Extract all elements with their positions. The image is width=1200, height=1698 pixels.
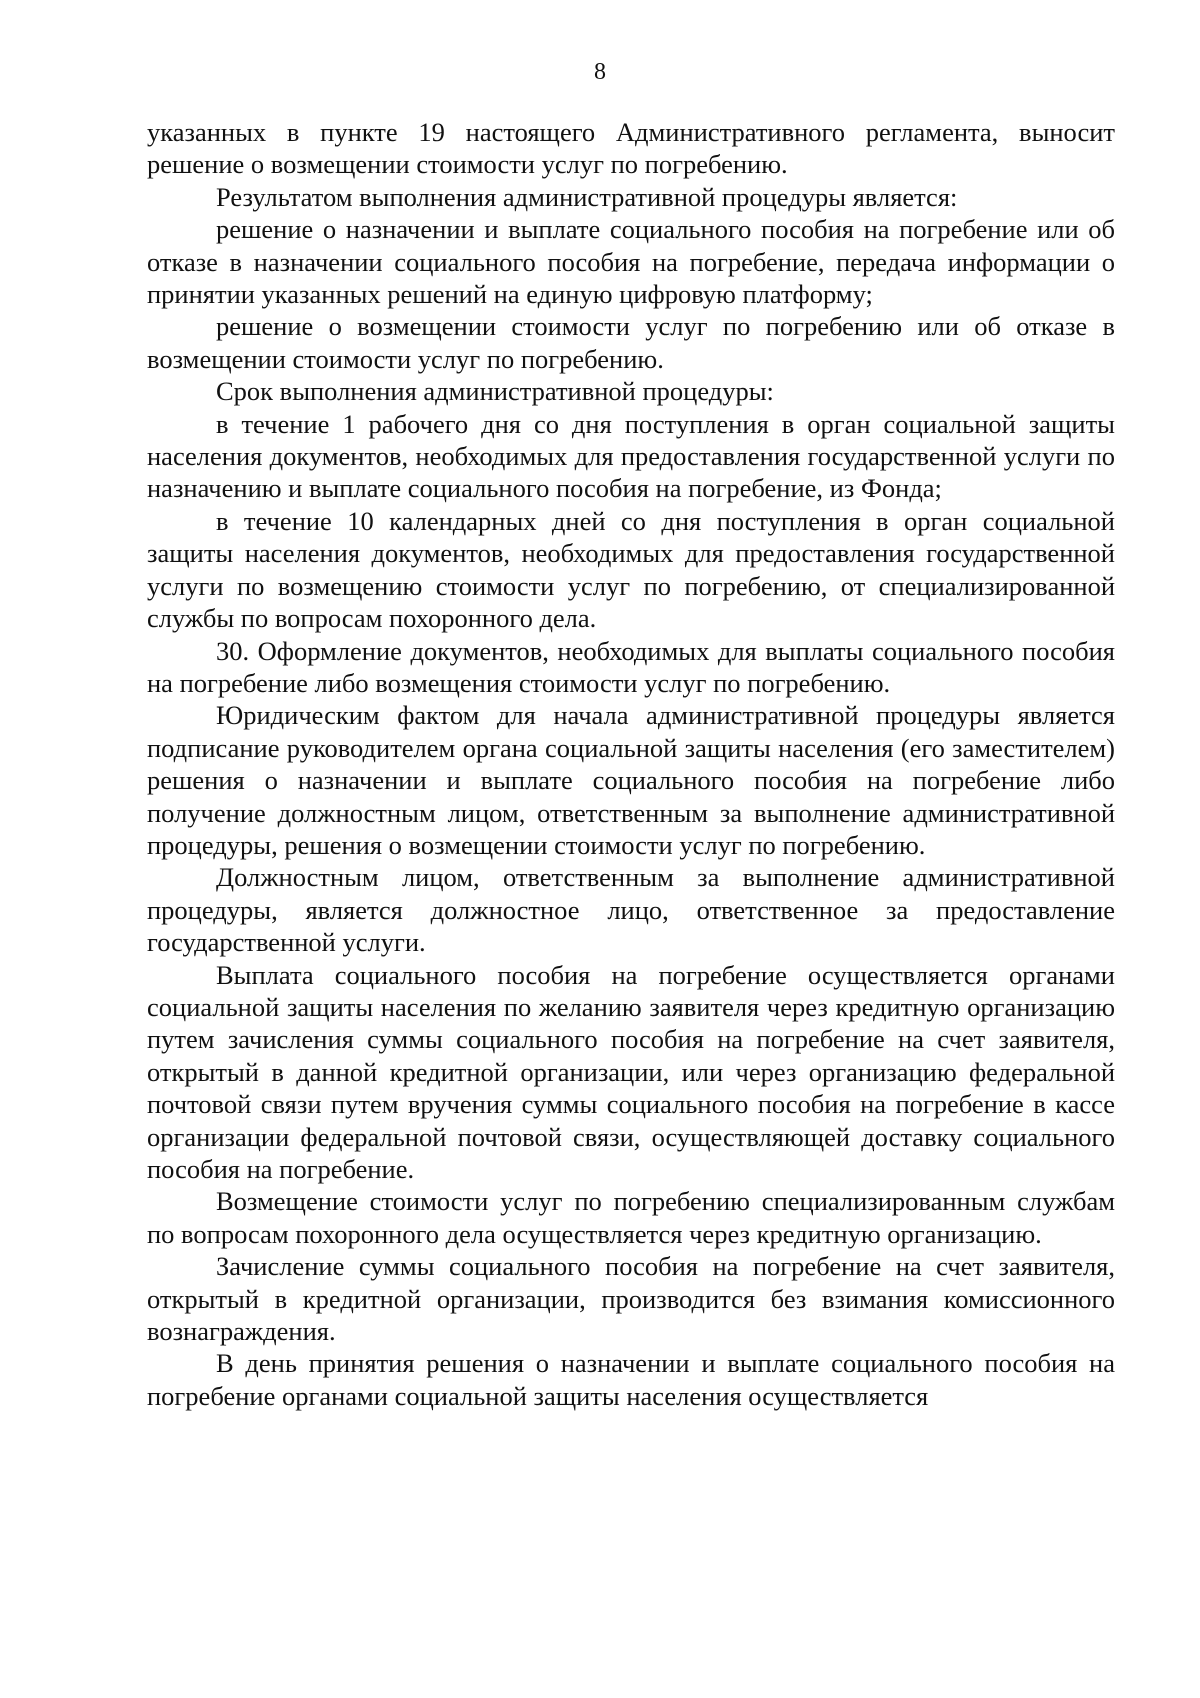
- paragraph-result-heading: Результатом выполнения административной процедуры является:: [216, 181, 958, 212]
- paragraph-legal-fact: Юридическим фактом для начала административной процедуры является подписание руководителем органа социальной защиты населения (его заместителем) решения о назначении и выплате социального пособия на погребение либо получение должностным лицом, ответственным за выполнение административной процедуры, решения о возмещении стоимости услуг по погребению.: [147, 700, 1115, 860]
- paragraph-continuation: указанных в пункте 19 настоящего Административного регламента, выносит решение о возмещении стоимости услуг по погребению.: [147, 117, 1115, 180]
- paragraph-reimbursement: Возмещение стоимости услуг по погребению специализированным службам по вопросам похоронного дела осуществляется через кредитную организацию.: [147, 1186, 1115, 1249]
- paragraph-deadline-item-1: в течение 1 рабочего дня со дня поступления в орган социальной защиты населения документов, необходимых для предоставления государственной услуги по назначению и выплате социального пособия на погребение, из Фонда;: [147, 408, 1115, 504]
- paragraph-crediting: Зачисление суммы социального пособия на погребение на счет заявителя, открытый в кредитной организации, производится без взимания комиссионного вознаграждения.: [147, 1251, 1115, 1347]
- page-number: 8: [594, 59, 606, 85]
- document-body: [147, 116, 1115, 1412]
- paragraph-deadline-item-2: в течение 10 календарных дней со дня поступления в орган социальной защиты населения документов, необходимых для предоставления государственной услуги по возмещению стоимости услуг по погребению, от специализированной службы по вопросам похоронного дела.: [147, 505, 1115, 634]
- paragraph-responsible-official: Должностным лицом, ответственным за выполнение административной процедуры, является должностное лицо, ответственное за предоставление государственной услуги.: [147, 862, 1115, 958]
- paragraph-decision-day: В день принятия решения о назначении и выплате социального пособия на погребение органами социальной защиты населения осуществляется: [147, 1348, 1115, 1411]
- paragraph-result-item-2: решение о возмещении стоимости услуг по погребению или об отказе в возмещении стоимости услуг по погребению.: [147, 311, 1115, 374]
- paragraph-result-item-1: решение о назначении и выплате социального пособия на погребение или об отказе в назначении социального пособия на погребение, передача информации о принятии указанных решений на единую цифровую платформу;: [147, 214, 1115, 310]
- paragraph-payment: Выплата социального пособия на погребение осуществляется органами социальной защиты населения по желанию заявителя через кредитную организацию путем зачисления суммы социального пособия на погребение на счет заявителя, открытый в данной кредитной организации, или через организацию федеральной почтовой связи путем вручения суммы социального пособия на погребение в кассе организации федеральной почтовой связи, осуществляющей доставку социального пособия на погребение.: [147, 959, 1115, 1184]
- paragraph-deadline-heading: Срок выполнения административной процедуры:: [216, 376, 774, 407]
- paragraph-section-30: 30. Оформление документов, необходимых для выплаты социального пособия на погребение либо возмещения стоимости услуг по погребению.: [147, 635, 1115, 698]
